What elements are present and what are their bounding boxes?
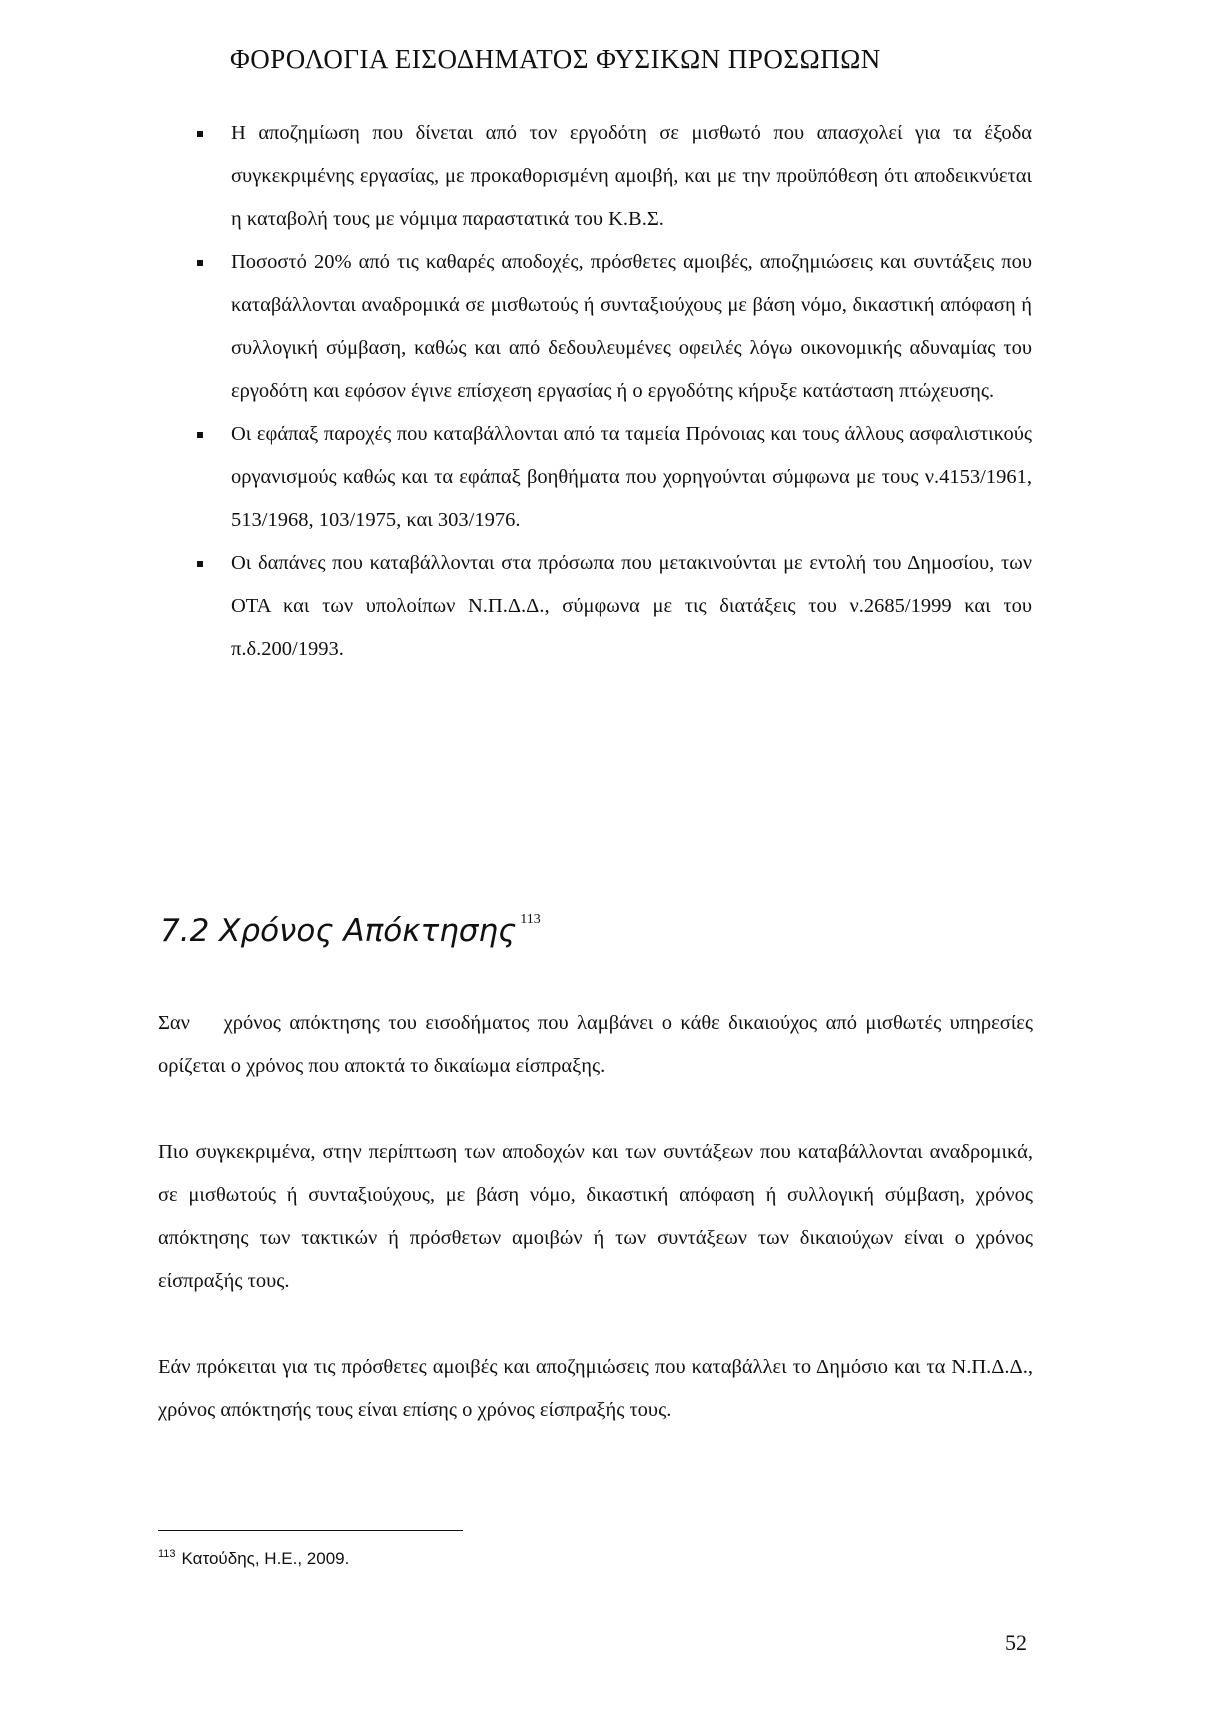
list-item <box>197 112 1032 241</box>
list-item <box>197 542 1032 671</box>
list-item-text: Ποσοστό 20% από τις καθαρές αποδοχές, πρόσθετες αμοιβές, αποζημιώσεις και συντάξεις που καταβάλλονται αναδρομικά σε μισθωτούς ή συνταξιούχους με βάση νόμο, δικαστική απόφαση ή συλλογική σύμβαση, καθώς και από δεδουλευμένες οφειλές λόγω οικονομικής αδυναμίας του εργοδότη και εφόσον έγινε επίσχεση εργασίας ή ο εργοδότης κήρυξε κατάσταση πτώχευσης. <box>231 251 1032 402</box>
footnote-number: 113 <box>158 1548 176 1560</box>
running-header: ΦΟΡΟΛΟΓΙΑ ΕΙΣΟΔΗΜΑΤΟΣ ΦΥΣΙΚΩΝ ΠΡΟΣΩΠΩΝ <box>230 44 881 74</box>
bullet-list <box>197 112 1032 671</box>
page-number: 52 <box>1005 1630 1027 1655</box>
footnote-divider <box>158 1530 463 1531</box>
footnote-reference: 113 <box>520 912 541 927</box>
body-paragraph: Πιο συγκεκριμένα, στην περίπτωση των αποδοχών και των συντάξεων που καταβάλλονται αναδρομικά, σε μισθωτούς ή συνταξιούχους, με βάση νόμο, δικαστική απόφαση ή συλλογική σύμβαση, χρόνος απόκτησης των τακτικών ή πρόσθετων αμοιβών ή των συντάξεων των δικαιούχων είναι ο χρόνος είσπραξής τους. <box>158 1141 1033 1292</box>
body-paragraph: Σαν χρόνος απόκτησης του εισοδήματος που λαμβάνει ο κάθε δικαιούχος από μισθωτές υπηρεσίες ορίζεται ο χρόνος που αποκτά το δικαίωμα είσπραξης. <box>158 1012 1039 1077</box>
footnote <box>158 1548 349 1569</box>
footnote-text: Κατούδης, Η.Ε., 2009. <box>181 1549 350 1568</box>
section-heading-text: 7.2 Χρόνος Απόκτησης <box>160 913 517 949</box>
square-bullet-icon <box>197 561 203 567</box>
list-item-text: Η αποζημίωση που δίνεται από τον εργοδότη σε μισθωτό που απασχολεί για τα έξοδα συγκεκριμένης εργασίας, με προκαθορισμένη αμοιβή, και με την προϋπόθεση ότι αποδεικνύεται η καταβολή τους με νόμιμα παραστατικά του Κ.Β.Σ. <box>231 122 1032 230</box>
list-item-text: Οι εφάπαξ παροχές που καταβάλλονται από τα ταμεία Πρόνοιας και τους άλλους ασφαλιστικούς οργανισμούς καθώς και τα εφάπαξ βοηθήματα που χορηγούνται σύμφωνα με τους ν.4153/1961, 513/1968, 103/1975, και 303/1976. <box>231 423 1032 531</box>
section-heading <box>160 912 541 949</box>
list-item-text: Οι δαπάνες που καταβάλλονται στα πρόσωπα που μετακινούνται με εντολή του Δημοσίου, των ΟΤΑ και των υπολοίπων Ν.Π.Δ.Δ., σύμφωνα με τις διατάξεις του ν.2685/1999 και του π.δ.200/1993. <box>231 552 1032 660</box>
square-bullet-icon <box>197 260 203 266</box>
square-bullet-icon <box>197 432 203 438</box>
square-bullet-icon <box>197 131 203 137</box>
list-item <box>197 241 1032 413</box>
list-item <box>197 413 1032 542</box>
body-paragraph: Εάν πρόκειται για τις πρόσθετες αμοιβές και αποζημιώσεις που καταβάλλει το Δημόσιο και τα Ν.Π.Δ.Δ., χρόνος απόκτησής τους είναι επίσης ο χρόνος είσπραξής τους. <box>158 1356 1033 1421</box>
